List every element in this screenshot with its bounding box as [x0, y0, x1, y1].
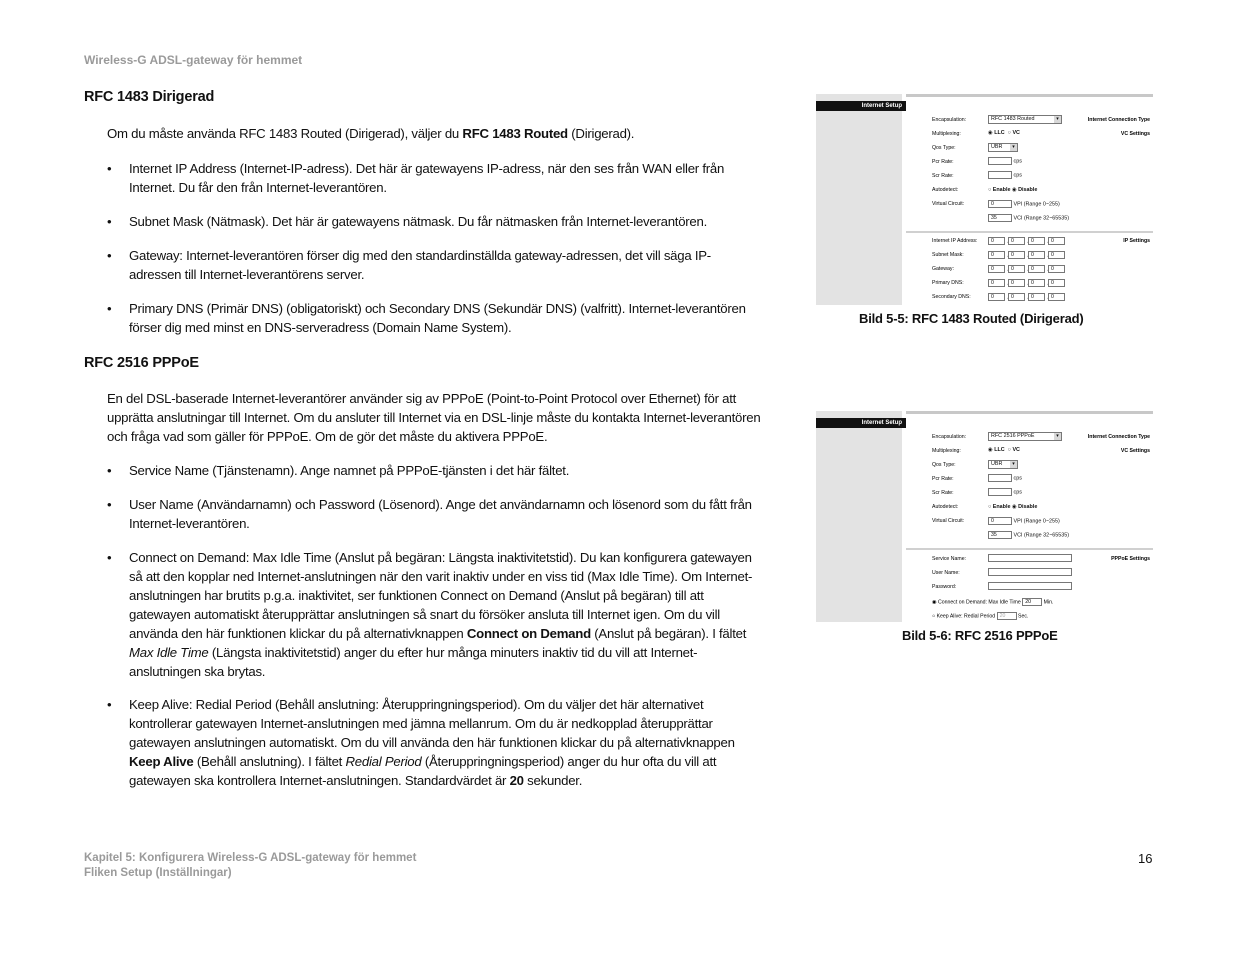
section1-intro: Om du måste använda RFC 1483 Routed (Dirigerad), väljer du RFC 1483 Routed (Dirigerad). — [107, 126, 635, 141]
row-secondary-dns: Secondary DNS: — [932, 294, 971, 300]
row-pcr: Pcr Rate: — [932, 476, 954, 482]
row-qos: Qos Type: — [932, 145, 956, 151]
figure-rfc1483-screenshot: Internet Setup Internet Connection Type VC Settings IP Settings Encapsulation: RFC 1483 Routed ▾ Multiplexing: ◉ LLC ○ VC Qos Type: UBR ▾ Pcr Rate: cps Scr Rate: cps Autodetect: ○ Enable ◉ Disable Virtual Circuit: 0 VPI (Range 0~255) 35 VCI (Range 32~65535) Internet IP Address: 0 . 0 . 0 . 0 Subnet Mask: 0 . 0 . 0 . 0 Gateway: 0 . 0 . 0 . 0 Primary DNS: 0 . 0 . 0 . 0 Secondary DNS: 0 . 0 . 0 . 0 — [816, 94, 1153, 305]
footer — [84, 851, 416, 881]
row-encapsulation: Encapsulation: — [932, 434, 967, 440]
footer-section: Fliken Setup (Inställningar) — [84, 867, 232, 879]
figure1-caption: Bild 5-5: RFC 1483 Routed (Dirigerad) — [859, 311, 1084, 326]
row-multiplexing: Multiplexing: — [932, 131, 961, 137]
page-number: 16 — [1138, 851, 1153, 866]
label-ip-settings: IP Settings — [1123, 238, 1150, 244]
vpi-input[interactable]: 0 — [988, 517, 1012, 525]
subnet-octets[interactable]: 0 . 0 . 0 . 0 — [988, 251, 1065, 259]
scr-input[interactable] — [988, 171, 1012, 179]
row-pcr: Pcr Rate: — [932, 159, 954, 165]
scr-input[interactable] — [988, 488, 1012, 496]
pcr-input[interactable] — [988, 474, 1012, 482]
autodetect-radios[interactable]: ○ Enable ◉ Disable — [988, 504, 1038, 510]
label-vc-settings: VC Settings — [1120, 448, 1150, 454]
redial-input: 20 — [997, 612, 1017, 620]
section-title-rfc2516: RFC 2516 PPPoE — [84, 355, 199, 371]
qos-select[interactable]: UBR ▾ — [988, 460, 1018, 469]
row-primary-dns: Primary DNS: — [932, 280, 964, 286]
gateway-octets[interactable]: 0 . 0 . 0 . 0 — [988, 265, 1065, 273]
internet-ip-octets[interactable]: 0 . 0 . 0 . 0 — [988, 237, 1065, 245]
figure2-caption: Bild 5-6: RFC 2516 PPPoE — [902, 628, 1058, 643]
qos-select[interactable]: UBR ▾ — [988, 143, 1018, 152]
figure-sidebar — [816, 94, 906, 305]
row-password: Password: — [932, 584, 957, 590]
label-vc-settings: VC Settings — [1120, 131, 1150, 137]
keep-alive-radio[interactable]: ○ Keep Alive: Redial Period 20 Sec. — [932, 613, 1029, 620]
primary-dns-octets[interactable]: 0 . 0 . 0 . 0 — [988, 279, 1065, 287]
row-virtual-circuit: Virtual Circuit: — [932, 201, 965, 207]
row-encapsulation: Encapsulation: — [932, 117, 967, 123]
multiplexing-radios[interactable]: ◉ LLC ○ VC — [988, 447, 1020, 453]
autodetect-radios[interactable]: ○ Enable ◉ Disable — [988, 187, 1038, 193]
figure-rfc2516-screenshot: Internet Setup Internet Connection Type VC Settings PPPoE Settings Encapsulation: RFC 2516 PPPoE ▾ Multiplexing: ◉ LLC ○ VC Qos Type: UBR ▾ Pcr Rate: cps Scr Rate: cps Autodetect: ○ Enable ◉ Disable Virtual Circuit: 0 VPI (Range 0~255) 35 VCI (Range 32~65535) Service Name: User Name: Password: ◉ Connect on Demand: Max Idle Time 20 Min. ○ Keep Alive: Redial Period 20 Sec. — [816, 411, 1153, 622]
row-virtual-circuit: Virtual Circuit: — [932, 518, 965, 524]
encapsulation-select[interactable]: RFC 1483 Routed ▾ — [988, 115, 1062, 124]
row-scr: Scr Rate: — [932, 173, 954, 179]
internet-setup-tab: Internet Setup — [816, 101, 906, 111]
label-connection-type: Internet Connection Type — [1087, 117, 1150, 123]
row-autodetect: Autodetect: — [932, 504, 959, 510]
row-internet-ip: Internet IP Address: — [932, 238, 978, 244]
section2-intro: En del DSL-baserade Internet-leverantörer använder sig av PPPoE (Point-to-Point Protocol over Ethernet) för att upprätta anslutningar till Internet. Om du ansluter till Internet via en DSL-linje måste du kontakta Internet-leverantören och fråga vad som gäller för PPPoE. Om de gör det måste du aktivera PPPoE. — [107, 391, 761, 444]
user-name-input[interactable] — [988, 568, 1072, 576]
row-qos: Qos Type: — [932, 462, 956, 468]
row-scr: Scr Rate: — [932, 490, 954, 496]
label-pppoe-settings: PPPoE Settings — [1111, 556, 1150, 562]
label-connection-type: Internet Connection Type — [1087, 434, 1150, 440]
row-subnet: Subnet Mask: — [932, 252, 964, 258]
section-title-rfc1483: RFC 1483 Dirigerad — [84, 89, 215, 105]
footer-chapter: Kapitel 5: Konfigurera Wireless-G ADSL-gateway för hemmet — [84, 852, 417, 864]
running-header: Wireless-G ADSL-gateway för hemmet — [84, 53, 303, 67]
secondary-dns-octets[interactable]: 0 . 0 . 0 . 0 — [988, 293, 1065, 301]
service-name-input[interactable] — [988, 554, 1072, 562]
row-gateway: Gateway: — [932, 266, 954, 272]
password-input[interactable] — [988, 582, 1072, 590]
row-service-name: Service Name: — [932, 556, 967, 562]
multiplexing-radios[interactable]: ◉ LLC ○ VC — [988, 130, 1020, 136]
row-autodetect: Autodetect: — [932, 187, 959, 193]
row-user-name: User Name: — [932, 570, 960, 576]
max-idle-input: 20 — [1022, 598, 1042, 606]
vci-input[interactable]: 35 — [988, 531, 1012, 539]
internet-setup-tab: Internet Setup — [816, 418, 906, 428]
row-multiplexing: Multiplexing: — [932, 448, 961, 454]
figure-sidebar — [816, 411, 906, 622]
pcr-input[interactable] — [988, 157, 1012, 165]
encapsulation-select[interactable]: RFC 2516 PPPoE ▾ — [988, 432, 1062, 441]
vci-input[interactable]: 35 — [988, 214, 1012, 222]
vpi-input[interactable]: 0 — [988, 200, 1012, 208]
connect-on-demand-radio[interactable]: ◉ Connect on Demand: Max Idle Time 20 Min. — [932, 599, 1054, 606]
